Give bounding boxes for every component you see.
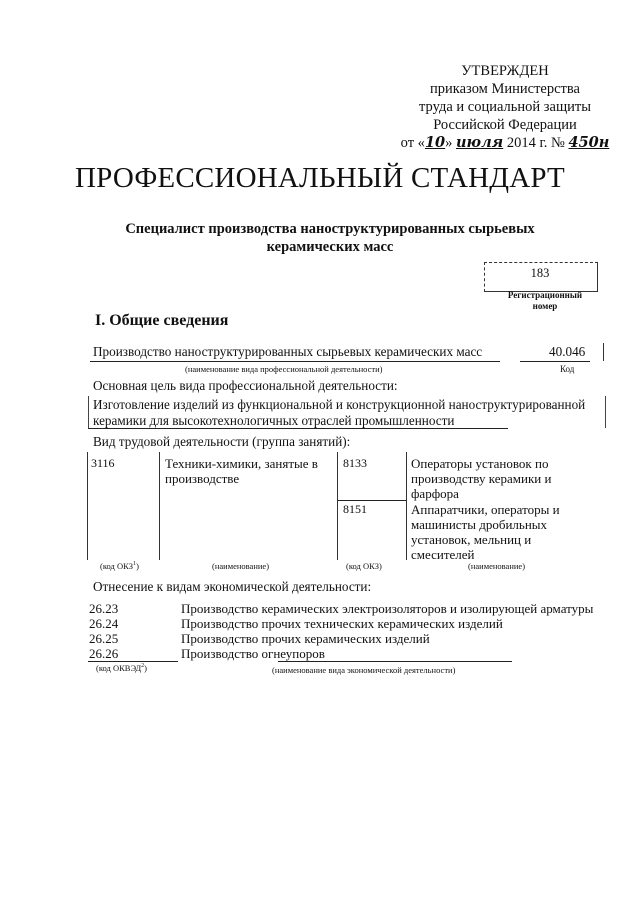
okved-code-2: 26.24 [89, 616, 119, 631]
registration-label: Регистрационный номер [507, 290, 583, 311]
code-underline [520, 361, 590, 362]
okz-code-3: 8151 [343, 502, 367, 516]
economic-label: Отнесение к видам экономической деятельности: [93, 579, 372, 594]
registration-number: 183 [530, 266, 550, 280]
okved-name-4: Производство огнеупоров [181, 646, 325, 661]
occupation-table-divider-3 [406, 452, 407, 560]
activity-name: Производство наноструктурированных сырьевых керамических масс [93, 344, 483, 359]
approval-month: июля [456, 134, 504, 151]
okved-code-1: 26.23 [89, 601, 119, 616]
caption-okz-code-2: (код ОКЗ) [346, 561, 382, 571]
okz-name-3: Аппаратчики, операторы и машинисты дробильных установок, мельниц и смесителей [411, 502, 560, 562]
approval-line-1: УТВЕРЖДЕН [461, 63, 549, 79]
okz-name-1: Техники-химики, занятые в производстве [165, 456, 318, 486]
caption-okved-name: (наименование вида экономической деятельности) [272, 665, 456, 675]
approval-date-line: от «10» июля 2014 г. № 450н [400, 134, 610, 151]
approval-line-2: приказом Министерства [430, 81, 580, 97]
activity-underline [90, 361, 500, 362]
goal-text: Изготовление изделий из функциональной и конструкционной наноструктурированной керамики для высокотехнологичных отраслей промышленности [93, 397, 586, 428]
code-caption: Код [560, 364, 575, 374]
caption-okved-code: (код ОКВЭД$^2$) [96, 663, 147, 673]
okved-name-3: Производство прочих керамических изделий [181, 631, 430, 646]
caption-okz-name: (наименование) [212, 561, 270, 571]
activity-caption: (наименование вида профессиональной деятельности) [185, 364, 383, 374]
okved-code-3: 26.25 [89, 631, 119, 646]
activity-code: 40.046 [549, 344, 586, 359]
approval-order-number: 450н [568, 134, 610, 151]
caption-okz-code: (код ОКЗ$^1$) [100, 561, 139, 571]
goal-underline [88, 428, 508, 429]
section-heading: I. Общие сведения [95, 312, 229, 329]
occupation-table-divider-2 [337, 452, 338, 560]
approval-line-3: труда и социальной защиты [419, 99, 591, 115]
occupation-table-divider-1 [159, 452, 160, 560]
occupation-row-separator [338, 500, 406, 501]
occupation-table-left-border [87, 452, 88, 560]
okz-code-2: 8133 [343, 456, 367, 470]
approval-line-4: Российской Федерации [433, 117, 577, 133]
okz-name-2: Операторы установок по производству керамики и фарфора [411, 456, 552, 501]
okved-code-underline [88, 661, 178, 662]
document-title: ПРОФЕССИОНАЛЬНЫЙ СТАНДАРТ [75, 162, 565, 194]
caption-okz-name-2: (наименование) [468, 561, 526, 571]
group-label: Вид трудовой деятельности (группа занятий): [93, 434, 351, 449]
okved-name-2: Производство прочих технических керамических изделий [181, 616, 503, 631]
document-subtitle: Специалист производства наноструктурированных сырьевых керамических масс [125, 221, 535, 255]
approval-day: 10 [424, 134, 446, 151]
goal-label: Основная цель вида профессиональной деятельности: [93, 378, 398, 393]
okz-code-1: 3116 [91, 456, 115, 470]
okved-name-1: Производство керамических электроизоляторов и изолирующей арматуры [181, 601, 594, 616]
approval-block [390, 62, 620, 152]
okved-name-underline [278, 661, 512, 662]
code-box-edge [603, 343, 604, 361]
okved-code-4: 26.26 [89, 646, 119, 661]
